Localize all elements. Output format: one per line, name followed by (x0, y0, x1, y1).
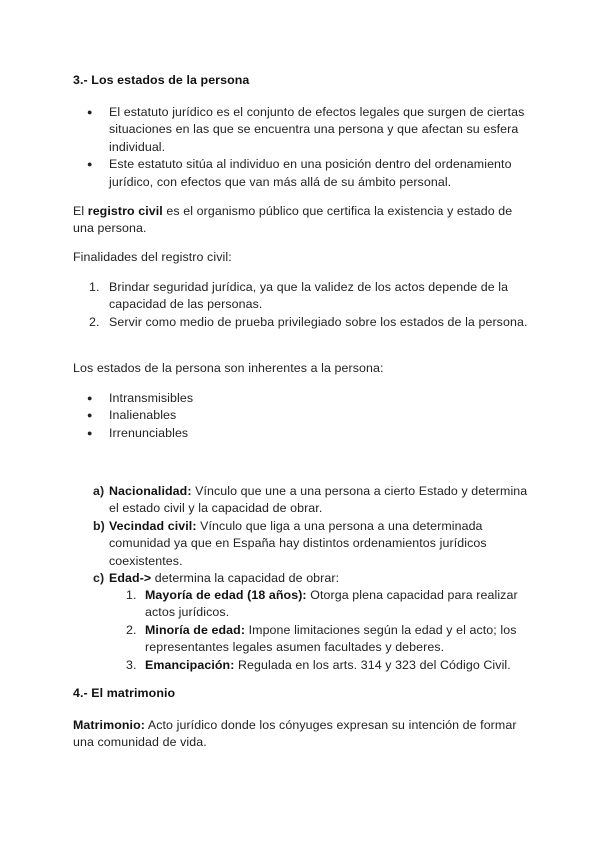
list-letter: a) (93, 484, 105, 498)
matrimonio-definition (73, 717, 533, 752)
section-4-heading: 4.- El matrimonio (73, 686, 176, 700)
list-text: Impone limitaciones según la edad y el acto; los representantes legales asumen facultades y deberes. (145, 622, 517, 655)
list-item: ● Intransmisibles (73, 390, 533, 407)
list-number: 1. (89, 280, 100, 294)
list-item (73, 587, 533, 622)
list-item (73, 483, 533, 518)
list-item (73, 657, 533, 674)
list-text: Vínculo que liga a una persona a una determinada comunidad ya que en España hay distintos ordenamientos jurídicos coexistentes. (109, 518, 487, 568)
estados-intro: Los estados de la persona son inherentes a la persona: (73, 361, 384, 375)
list-item (73, 518, 533, 570)
list-number: 2. (126, 622, 137, 637)
text-run: Acto jurídico donde los cónyuges expresan su intención de formar una comunidad de vida. (73, 718, 517, 750)
list-term: Mayoría de edad (18 años): (145, 588, 307, 602)
list-letter: c) (93, 571, 105, 586)
list-text: Otorga plena capacidad para realizar actos jurídicos. (145, 588, 518, 620)
list-text: determina la capacidad de obrar: (151, 571, 340, 586)
list-letter: b) (93, 518, 105, 533)
list-term: Edad-> (109, 571, 152, 586)
list-item: ● Este estatuto sitúa al individuo en una posición dentro del ordenamiento jurídico, con efectos que van más allá de su ámbito personal. (73, 156, 533, 191)
list-term: Vecindad civil: (109, 518, 197, 533)
list-term: Emancipación: (145, 657, 235, 672)
list-text: Brindar seguridad jurídica, ya que la validez de los actos depende de la capacidad de las personas. (109, 280, 509, 312)
estados-characteristics-list (73, 390, 533, 442)
list-number: 2. (89, 314, 100, 329)
finalidades-intro: Finalidades del registro civil: (73, 250, 232, 264)
list-number: 1. (126, 588, 137, 602)
list-item (73, 314, 533, 331)
matrimonio-term: Matrimonio: (73, 718, 145, 732)
estatuto-bullet-list (73, 104, 533, 191)
section-3-heading: 3.- Los estados de la persona (73, 73, 250, 87)
list-item: ● Irrenunciables (73, 425, 533, 442)
list-item (73, 279, 533, 314)
estados-types-list (73, 483, 533, 587)
list-text: Servir como medio de prueba privilegiado sobre los estados de la persona. (109, 314, 528, 329)
finalidades-list (73, 279, 533, 331)
text-run: El (73, 204, 88, 218)
registro-civil-term: registro civil (87, 204, 163, 218)
list-item: ● Inalienables (73, 407, 533, 424)
edad-sublist (73, 587, 533, 674)
list-number: 3. (126, 657, 137, 672)
list-item (73, 570, 533, 587)
list-text: Vínculo que une a una persona a cierto Estado y determina el estado civil y la capacidad de obrar. (109, 484, 528, 516)
list-item: ● El estatuto jurídico es el conjunto de efectos legales que surgen de ciertas situaciones en las que se encuentra una persona y que afectan su esfera individual. (73, 104, 533, 156)
list-text: Regulada en los arts. 314 y 323 del Código Civil. (234, 657, 511, 672)
list-item (73, 622, 533, 657)
text-run: es el organismo público que certifica la existencia y estado de una persona. (73, 204, 513, 236)
list-term: Minoría de edad: (145, 622, 246, 637)
registro-civil-paragraph (73, 203, 533, 238)
list-term: Nacionalidad: (109, 484, 192, 498)
